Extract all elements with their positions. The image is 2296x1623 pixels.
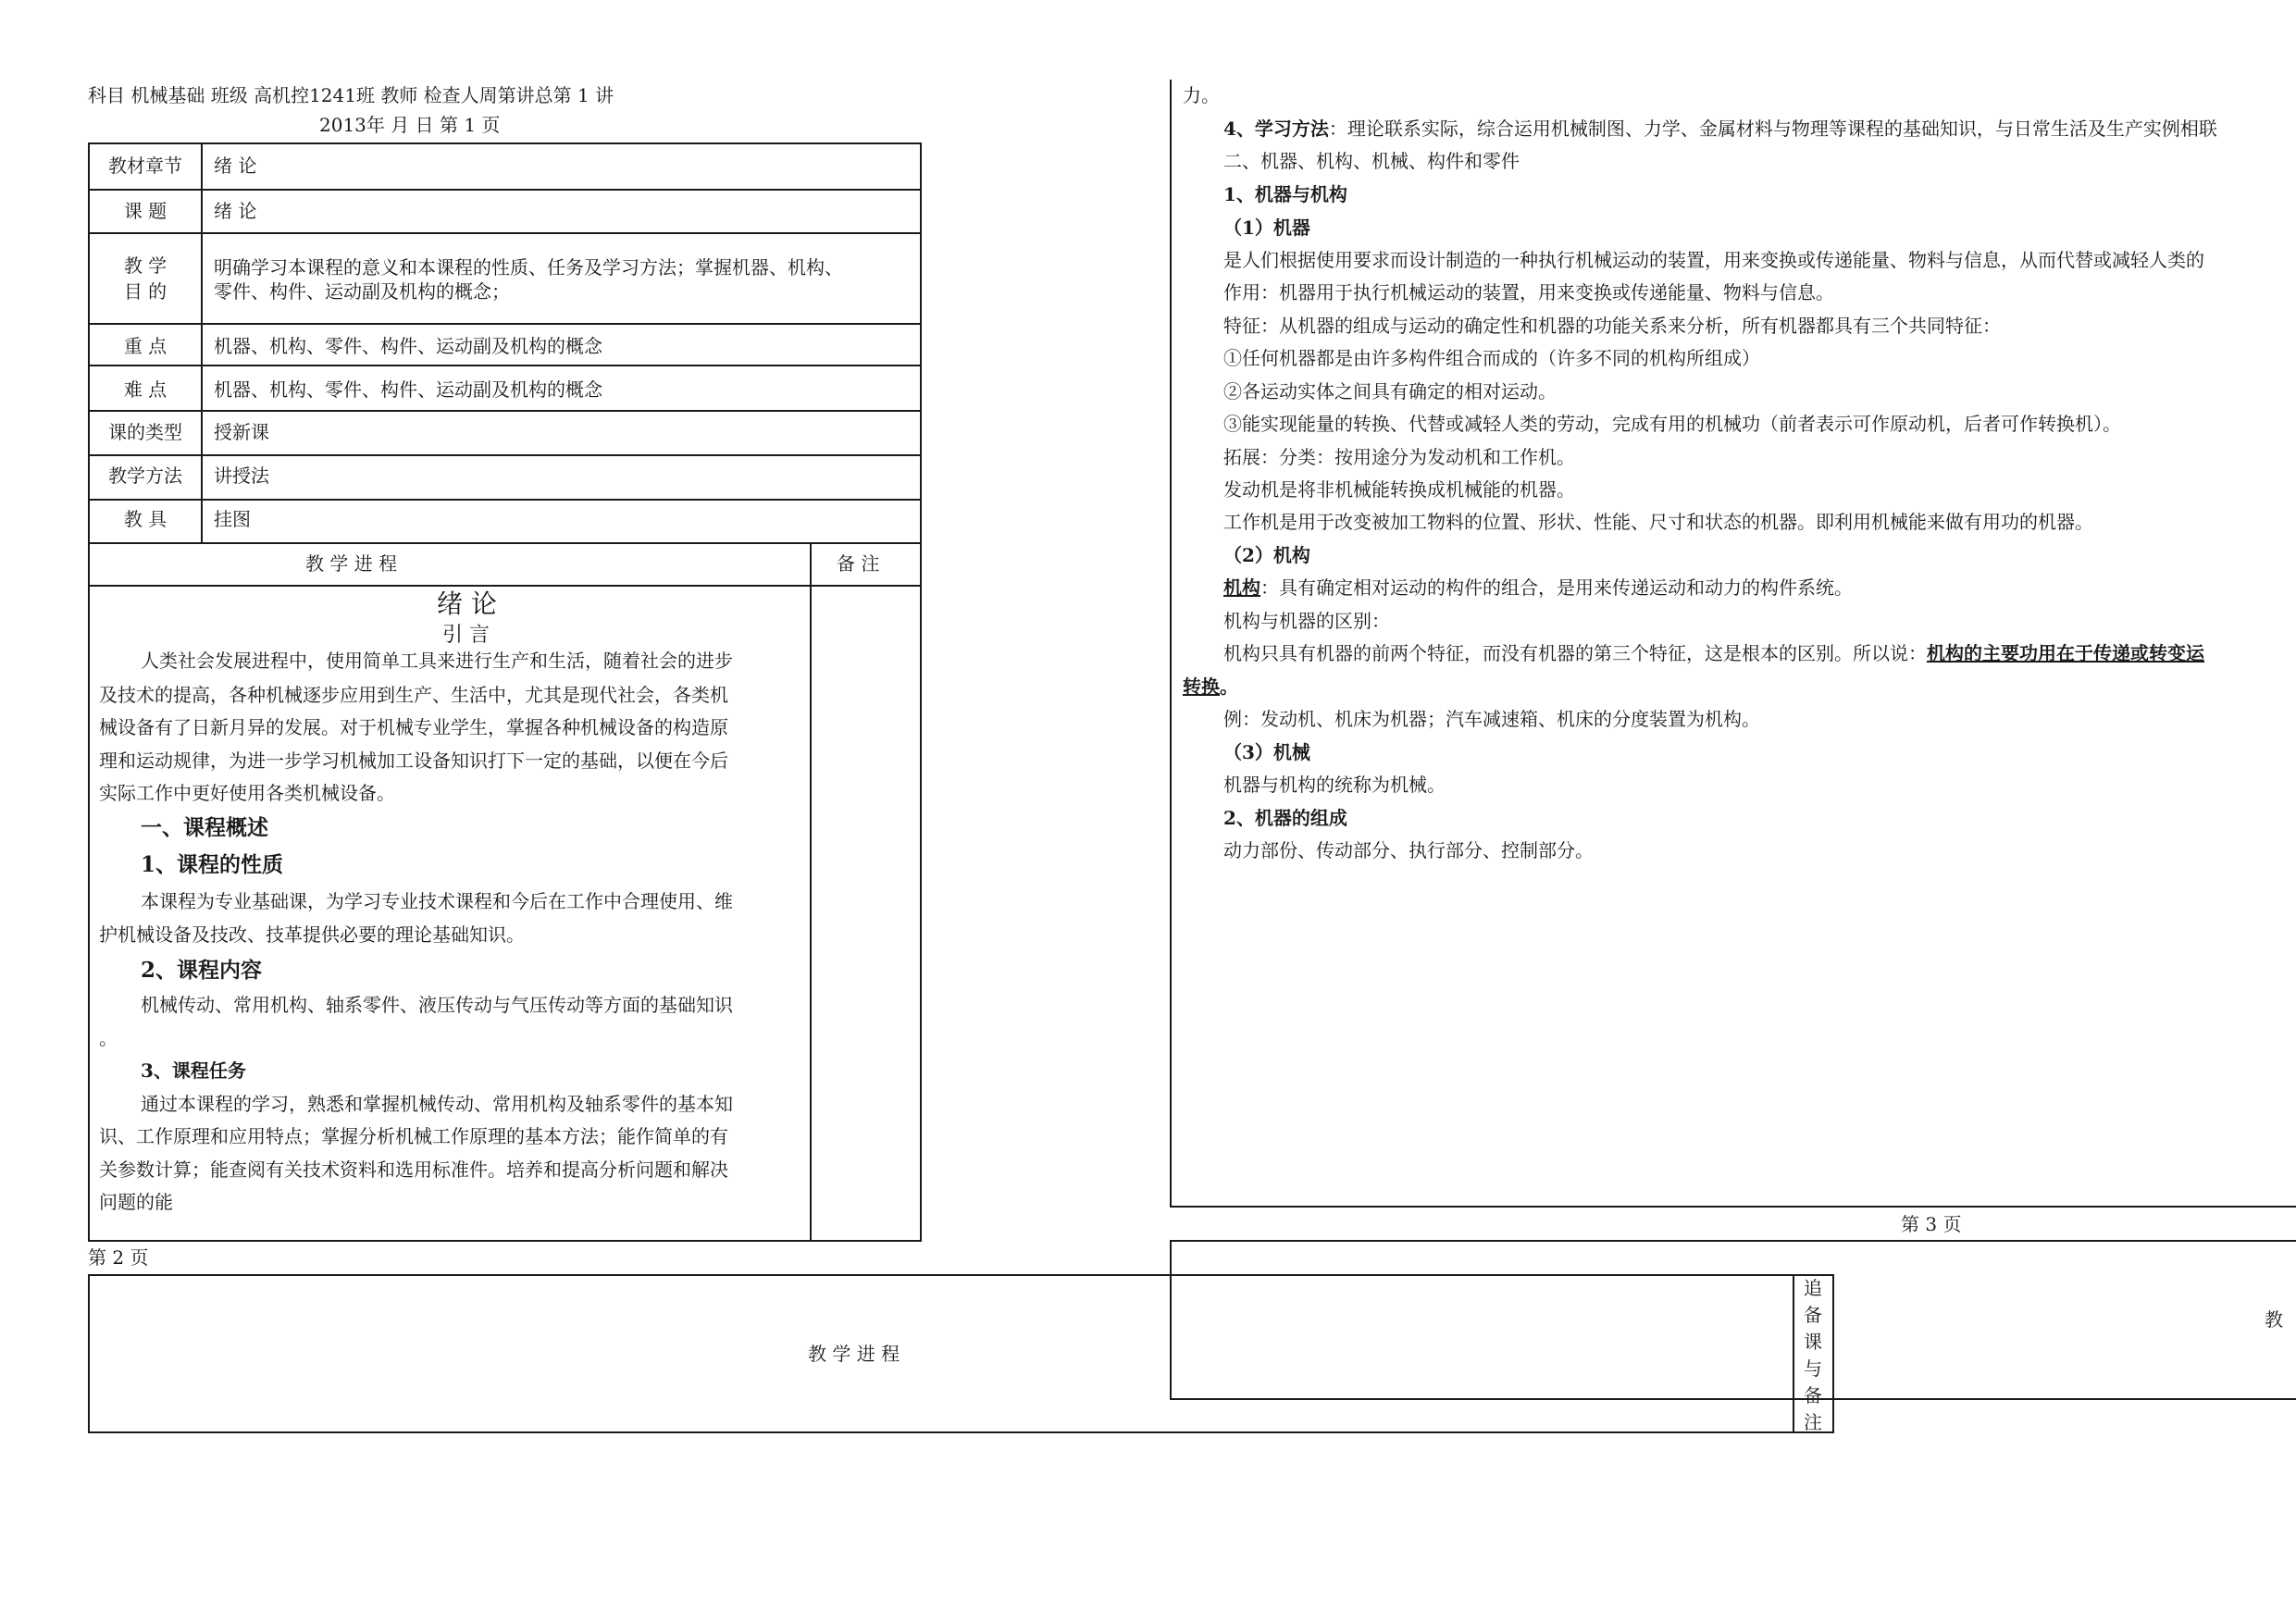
- label-difficulty: 难 点: [123, 378, 168, 401]
- sub2-line-2: 。: [99, 1027, 118, 1049]
- engine-definition: 发动机是将非机械能转换成机械能的机器。: [1223, 478, 1575, 501]
- difference-text: 机构只具有机器的前两个特征，而没有机器的第三个特征，这是根本的区别。所以说：: [1223, 642, 1927, 664]
- difference-line: [1223, 643, 2204, 663]
- sub1-line-2: 护机械设备及技改、技革提供必要的理论基础知识。: [99, 923, 525, 946]
- intro-line-2: 及技术的提高，各种机械逐步应用到生产、生活中，尤其是现代社会，各类机: [99, 684, 728, 706]
- difference-emphasis-2: 转换: [1183, 675, 1220, 698]
- value-objective-2: 零件、构件、运动副及机构的概念；: [214, 280, 510, 303]
- subsection-course-content: 2、课程内容: [141, 958, 263, 983]
- sub3-line-3: 关参数计算；能查阅有关技术资料和选用标准件。培养和提高分析问题和解决: [99, 1158, 728, 1181]
- subsection-course-tasks: 3、课程任务: [141, 1059, 246, 1082]
- intro-line-4: 理和运动规律，为进一步学习机械加工设备知识打下一定的基础，以便在今后: [99, 750, 728, 772]
- lesson-subtitle: 引 言: [442, 624, 490, 647]
- label-teaching-aids: 教 具: [123, 508, 168, 530]
- heading-machine: （1）机器: [1223, 217, 1310, 239]
- value-class-type: 授新课: [214, 421, 269, 443]
- study-method-line: [1223, 118, 2217, 139]
- value-textbook-chapter: 绪 论: [214, 155, 257, 177]
- header-date-line: 2013年 月 日 第 1 页: [319, 114, 501, 136]
- value-objective-1: 明确学习本课程的意义和本课程的性质、任务及学习方法；掌握机器、机构、: [214, 256, 843, 279]
- header-subject-line: 科目 机械基础 班级 高机控1241班 教师 检查人周第讲总第 1 讲: [88, 84, 614, 106]
- label-teaching-method: 教学方法: [108, 465, 182, 487]
- sub1-line-1: 本课程为专业基础课，为学习专业技术课程和今后在工作中合理使用、维: [141, 890, 733, 912]
- remark-char-1: 追: [1804, 1277, 1822, 1299]
- mechanism-definition-line: [1223, 577, 1853, 598]
- bottom-right-fragment: 教: [2265, 1308, 2283, 1331]
- extension-classification: 拓展：分类：按用途分为发动机和工作机。: [1223, 446, 1575, 468]
- right-lower-box: [1170, 1240, 2296, 1400]
- section-course-overview: 一、课程概述: [141, 815, 268, 840]
- value-teaching-method: 讲授法: [214, 465, 269, 487]
- work-machine-definition: 工作机是用于改变被加工物料的位置、形状、性能、尺寸和状态的机器。即利用机械能来做有用功的机器。: [1223, 511, 2093, 533]
- bottom-progress-label: 教 学 进 程: [808, 1343, 900, 1365]
- mechanism-term: 机构: [1223, 576, 1260, 599]
- machinery-definition: 机器与机构的统称为机械。: [1223, 774, 1446, 796]
- subsection-course-nature: 1、课程的性质: [141, 852, 284, 877]
- progress-header: 教 学 进 程: [305, 552, 398, 575]
- sub2-line-1: 机械传动、常用机构、轴系零件、液压传动与气压传动等方面的基础知识: [141, 994, 733, 1016]
- machine-definition: 是人们根据使用要求而设计制造的一种执行机械运动的装置，用来变换或传递能量、物料与信息，从而代替或减轻人类的: [1223, 249, 2204, 271]
- intro-line-3: 械设备有了日新月异的发展。对于机械专业学生，掌握各种机械设备的构造原: [99, 716, 728, 738]
- remark-char-3: 课: [1804, 1331, 1822, 1353]
- lesson-title: 绪 论: [437, 588, 497, 619]
- sub3-line-2: 识、工作原理和应用特点；掌握分析机械工作原理的基本方法；能作简单的有: [99, 1125, 728, 1147]
- mechanism-definition: ：具有确定相对运动的构件的组合，是用来传递运动和动力的构件系统。: [1260, 576, 1853, 599]
- difference-line-2: [1183, 676, 1238, 697]
- composition-text: 动力部份、传动部分、执行部分、控制部分。: [1223, 839, 1594, 861]
- sub3-line-1: 通过本课程的学习，熟悉和掌握机械传动、常用机构及轴系零件的基本知: [141, 1093, 733, 1115]
- label-textbook-chapter: 教材章节: [108, 155, 182, 177]
- label-topic: 课 题: [123, 200, 168, 222]
- remark-char-5: 备: [1804, 1384, 1822, 1406]
- value-topic: 绪 论: [214, 200, 257, 222]
- feature-2: ②各运动实体之间具有确定的相对运动。: [1223, 380, 1557, 403]
- right-page-footer: 第 3 页: [1901, 1213, 1962, 1235]
- difference-emphasis: 机构的主要功用在于传递或转变运: [1927, 642, 2204, 664]
- machine-role: 作用：机器用于执行机械运动的装置，用来变换或传递能量、物料与信息。: [1223, 281, 1834, 304]
- remarks-header: 备 注: [837, 552, 880, 575]
- remark-char-4: 与: [1804, 1357, 1822, 1380]
- intro-line-5: 实际工作中更好使用各类机械设备。: [99, 782, 395, 804]
- feature-1: ①任何机器都是由许多构件组合而成的（许多不同的机构所组成）: [1223, 347, 1760, 369]
- heading-machinery: （3）机械: [1223, 741, 1310, 763]
- value-difficulty: 机器、机构、零件、构件、运动副及机构的概念: [214, 378, 602, 401]
- sub3-line-4: 问题的能: [99, 1191, 173, 1213]
- heading-composition: 2、机器的组成: [1223, 807, 1347, 829]
- feature-3: ③能实现能量的转换、代替或减轻人类的劳动，完成有用的机械功（前者表示可作原动机，后者可作转换机）。: [1223, 413, 2121, 435]
- label-key-point: 重 点: [123, 335, 168, 357]
- remark-char-2: 备: [1804, 1304, 1822, 1326]
- machine-features: 特征：从机器的组成与运动的确定性和机器的功能关系来分析，所有机器都具有三个共同特征：: [1223, 315, 2001, 337]
- label-objective-2: 目 的: [123, 280, 168, 303]
- value-key-point: 机器、机构、零件、构件、运动副及机构的概念: [214, 335, 602, 357]
- difference-end: 。: [1220, 675, 1238, 698]
- label-class-type: 课的类型: [108, 421, 182, 443]
- heading-mechanism: （2）机构: [1223, 544, 1310, 566]
- study-method-label: 4、学习方法: [1223, 118, 1329, 140]
- left-page-footer: 第 2 页: [88, 1246, 149, 1269]
- section-machine-parts: 二、机器、机构、机械、构件和零件: [1223, 150, 1520, 172]
- label-objective-1: 教 学: [123, 254, 168, 277]
- value-teaching-aids: 挂图: [214, 508, 251, 530]
- study-method-text: ：理论联系实际，综合运用机械制图、力学、金属材料与物理等课程的基础知识，与日常生活及生产实例相联: [1328, 118, 2217, 140]
- remark-char-6: 注: [1804, 1411, 1822, 1433]
- line-force: 力。: [1183, 84, 1220, 106]
- difference-label: 机构与机器的区别：: [1223, 610, 1390, 632]
- intro-line-1: 人类社会发展进程中，使用简单工具来进行生产和生活，随着社会的进步: [141, 650, 733, 672]
- example-line: 例：发动机、机床为机器；汽车减速箱、机床的分度装置为机构。: [1223, 708, 1760, 730]
- heading-machine-mechanism: 1、机器与机构: [1223, 183, 1347, 205]
